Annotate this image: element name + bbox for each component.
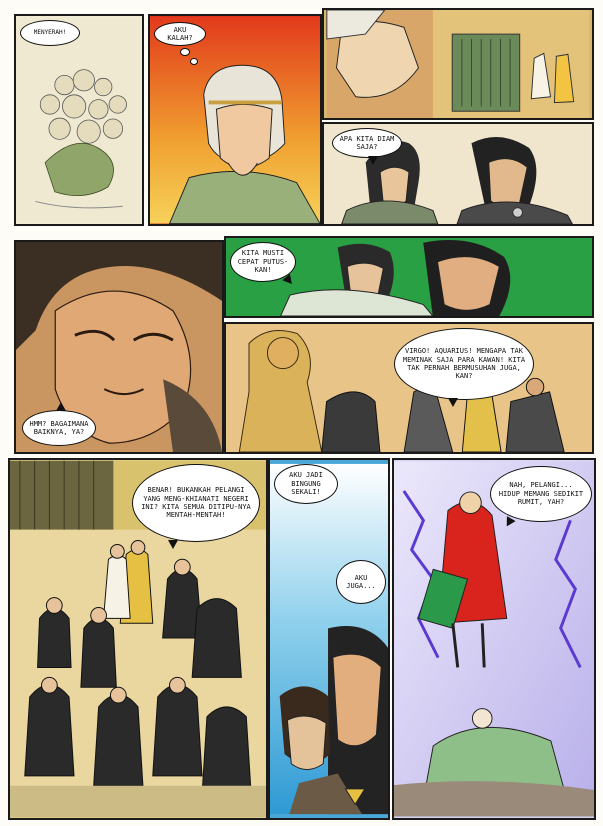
speech-bubble-menyerah: MENYERAH! xyxy=(20,20,80,46)
speech-bubble-virgo-aquarius: VIRGO! AQUARIUS! MENGAPA TAK MEMINAK SAJA PARA KAWAN! KITA TAK PERNAH BERMUSUHAN JUGA, KAN? xyxy=(394,328,534,400)
speech-bubble-aku-juga: AKU JUGA... xyxy=(336,560,386,604)
two-faces-blue-art xyxy=(270,460,388,818)
speech-bubble-bagaimana-baiknya: HMM? BAGAIMANA BAIKNYA, YA? xyxy=(22,410,96,446)
speech-bubble-nah-pelangi: NAH, PELANGI... HIDUP MEMANG SEDIKIT RUMIT, YAH? xyxy=(490,466,592,522)
speech-bubble-kita-musti: KITA MUSTI CEPAT PUTUS-KAN! xyxy=(230,242,296,282)
panel-courtyard-crowd xyxy=(8,458,268,820)
panel-old-man-lightning xyxy=(392,458,596,820)
speech-bubble-apa-kita-diam: APA KITA DIAM SAJA? xyxy=(332,128,402,158)
thought-bubble-aku-kalah: AKU KALAH? xyxy=(154,22,206,46)
speech-bubble-aku-jadi-bingung: AKU JADI BINGUNG SEKALI! xyxy=(274,464,338,504)
speech-bubble-benar-bukankah: BENAR! BUKANKAH PELANGI YANG MENG-KHIANATI NEGERI INI? KITA SEMUA DITIPU-NYA MENTAH-MENTAH! xyxy=(132,464,260,542)
panel-two-companions xyxy=(322,122,594,226)
panel-two-faces-blue xyxy=(268,458,390,820)
panel-green-background-duo xyxy=(224,236,594,318)
graveyard-skulls-art xyxy=(16,16,142,224)
panel-group-confrontation xyxy=(224,322,594,454)
panel-silver-haired-warrior xyxy=(148,14,322,226)
panel-graveyard-skulls xyxy=(14,14,144,226)
panel-dark-haired-closeup xyxy=(14,240,224,454)
temple-closeup-art xyxy=(324,10,592,118)
panel-warrior-closeup-temple xyxy=(322,8,594,120)
silver-haired-warrior-art xyxy=(150,16,320,224)
